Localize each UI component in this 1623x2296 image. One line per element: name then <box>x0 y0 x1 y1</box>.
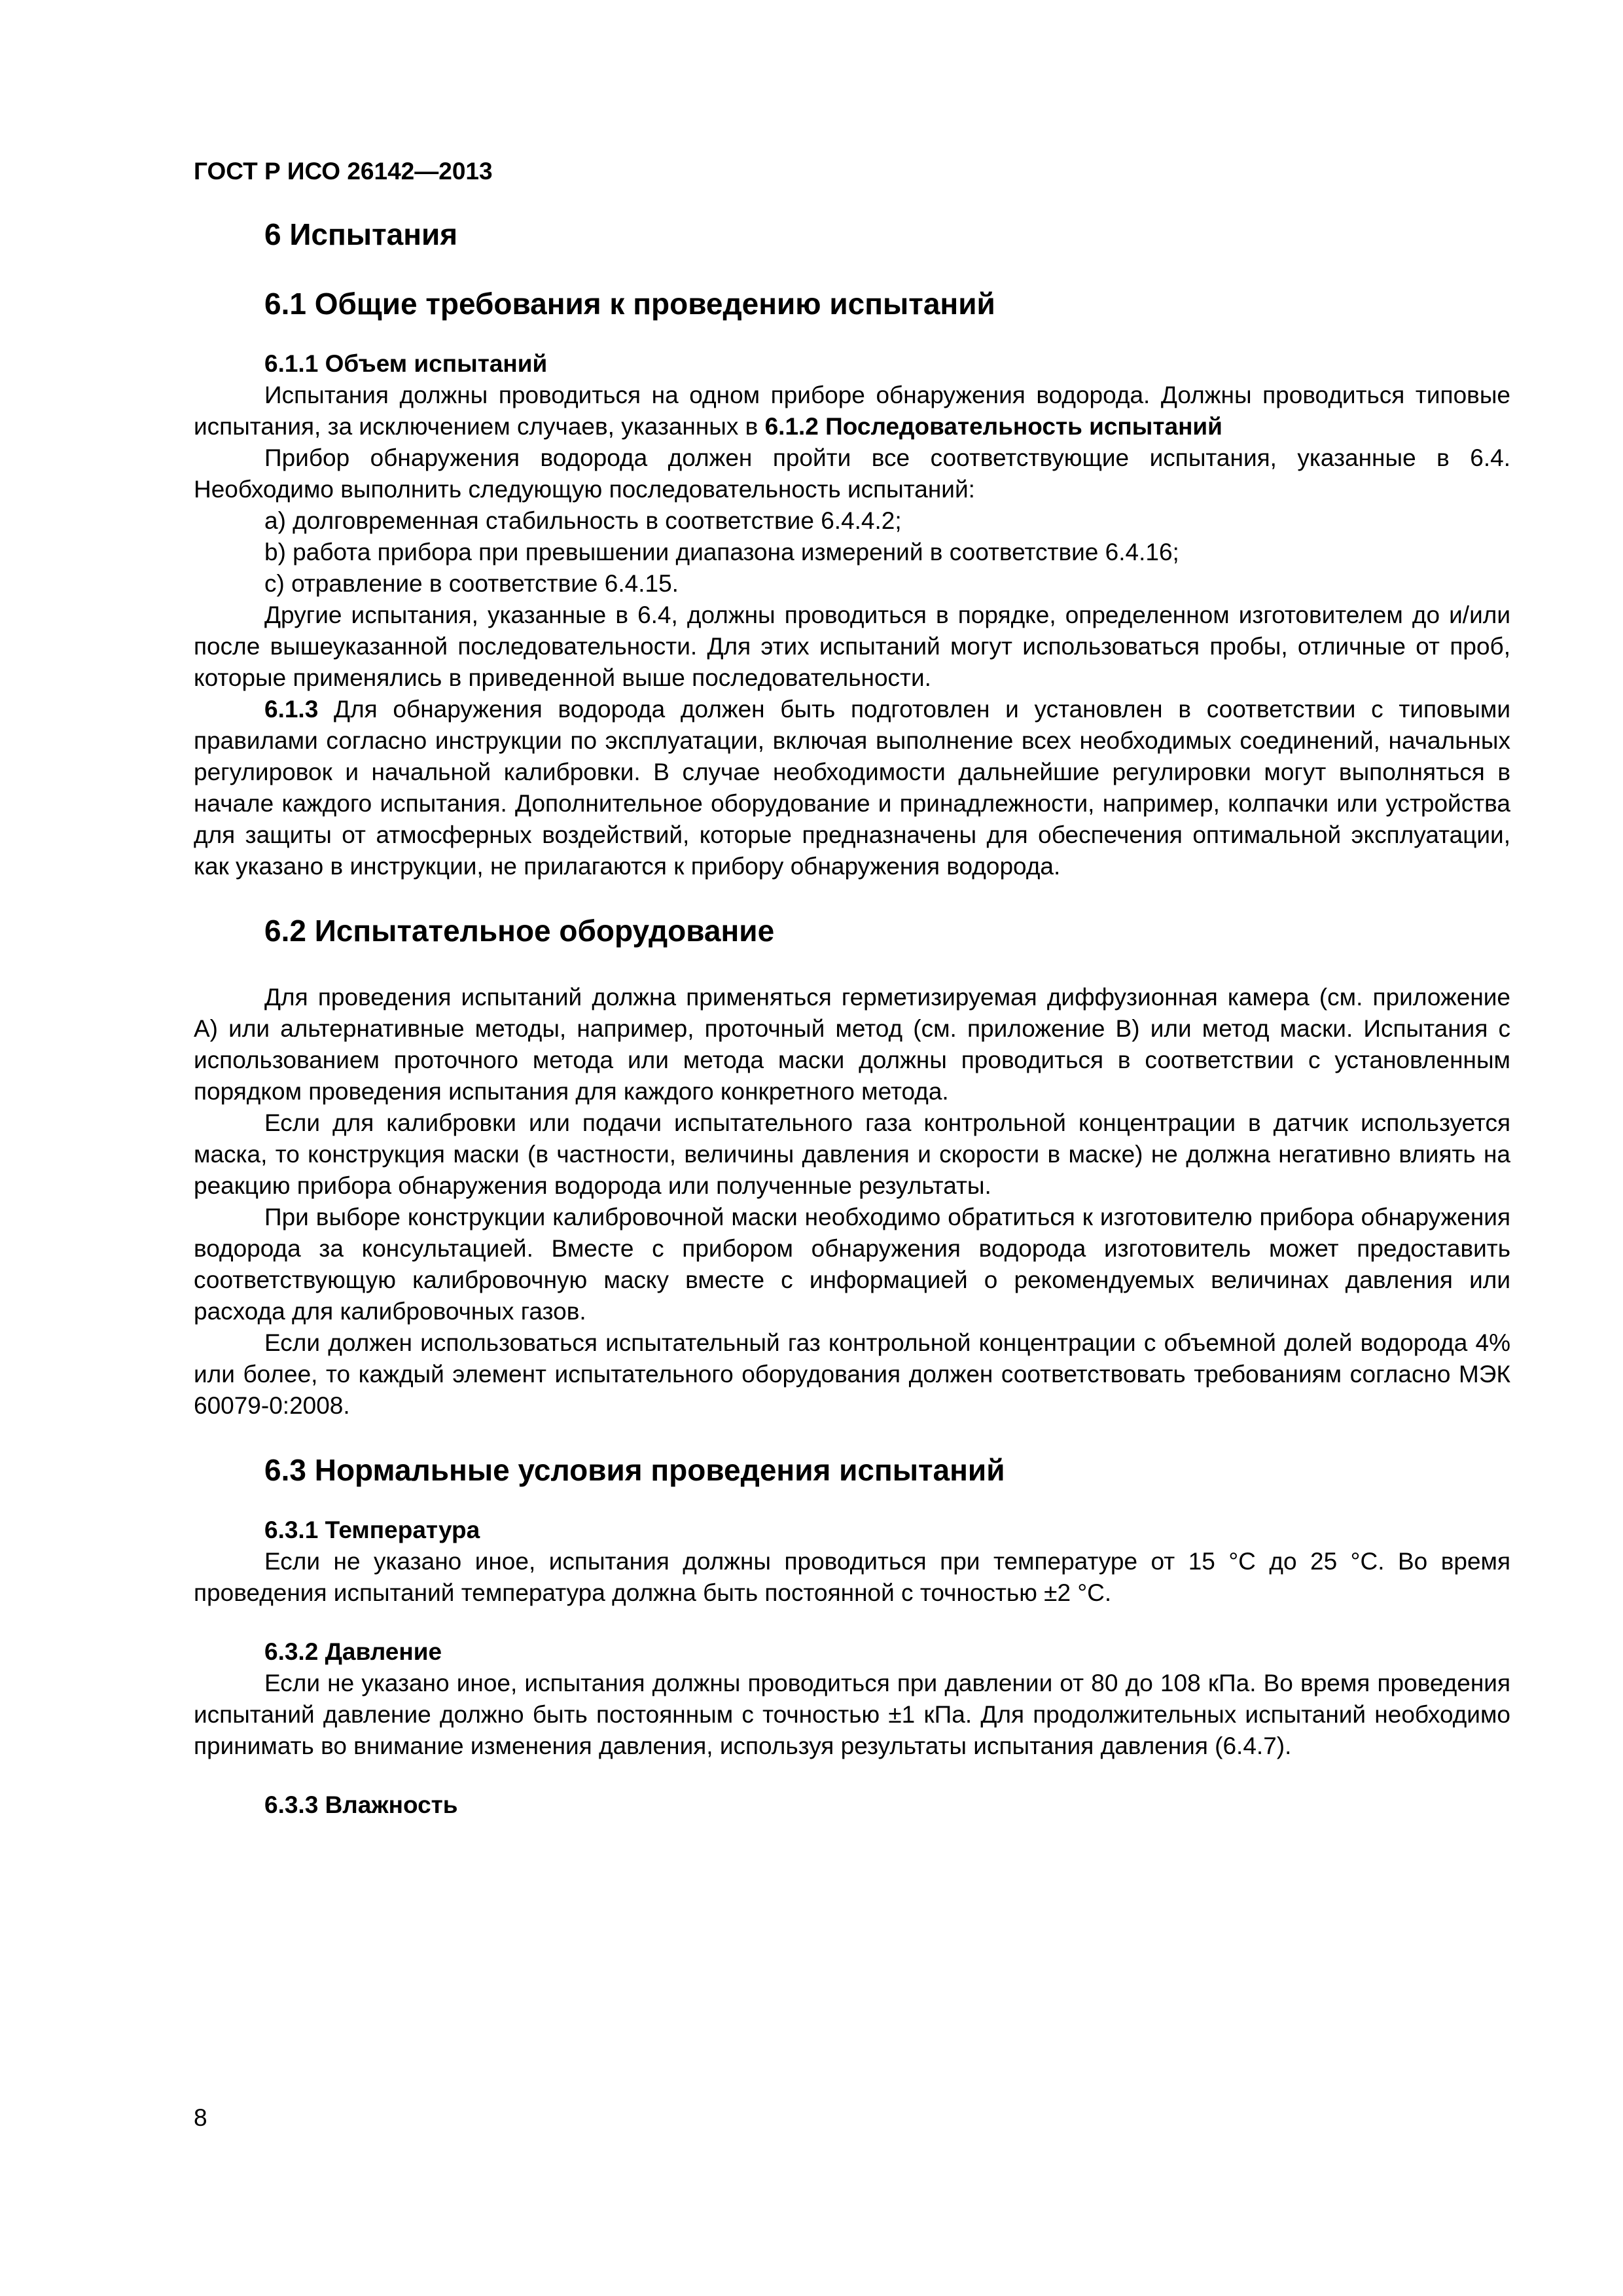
page-number: 8 <box>194 2104 207 2131</box>
clause-number-6-1-3: 6.1.3 <box>264 696 319 723</box>
section-6-heading: 6 Испытания <box>264 217 458 251</box>
paragraph-6-1-1-other-tests: Другие испытания, указанные в 6.4, должны проводиться в порядке, определенном изготовителем до и/или после вышеуказанной последовательности. Для этих испытаний могут использоваться пробы, отличные от проб, которые применялись в приведенной выше последовательности. <box>194 601 1510 691</box>
section-6-3-2-heading: 6.3.2 Давление <box>264 1638 442 1665</box>
paragraph-text: Испытания должны проводиться на одном приборе обнаружения водорода. Должны проводиться типовые испытания, за исключением случаев, указанных в <box>194 382 1510 440</box>
paragraph-6-2-hydrogen-concentration: Если должен использоваться испытательный газ контрольной концентрации с объемной долей водорода 4% или более, то каждый элемент испытательного оборудования должен соответствовать требованиям согласно МЭК 60079-0:2008. <box>194 1329 1510 1419</box>
paragraph-6-1-1-scope <box>194 380 1510 442</box>
paragraph-6-3-1-temperature: Если не указано иное, испытания должны проводиться при температуре от 15 °С до 25 °С. Во время проведения испытаний температура должна быть постоянной с точностью ±2 °С. <box>194 1548 1510 1606</box>
page-content <box>194 202 1510 1821</box>
standard-designation: ГОСТ Р ИСО 26142—2013 <box>194 158 493 185</box>
section-6-2-heading: 6.2 Испытательное оборудование <box>264 914 775 948</box>
paragraph-6-3-2-pressure: Если не указано иное, испытания должны проводиться при давлении от 80 до 108 кПа. Во время проведения испытаний давление должно быть постоянным с точностью ±1 кПа. Для продолжительных испытаний необходимо принимать во внимание изменения давления, используя результаты испытания давления (6.4.7). <box>194 1670 1510 1759</box>
section-6-3-1-heading: 6.3.1 Температура <box>264 1516 480 1543</box>
paragraph-6-1-1-sequence: Прибор обнаружения водорода должен пройти все соответствующие испытания, указанные в 6.4. Необходимо выполнить следующую последовательность испытаний: <box>194 444 1510 503</box>
section-6-3-heading: 6.3 Нормальные условия проведения испытаний <box>264 1453 1005 1487</box>
paragraph-6-1-3 <box>194 694 1510 882</box>
section-6-3-3-heading: 6.3.3 Влажность <box>264 1791 458 1818</box>
section-6-1-heading: 6.1 Общие требования к проведению испытаний <box>264 287 995 321</box>
list-item-a: a) долговременная стабильность в соответствие 6.4.4.2; <box>264 507 902 534</box>
section-6-1-1-heading: 6.1.1 Объем испытаний <box>264 350 548 377</box>
paragraph-6-2-chamber: Для проведения испытаний должна применяться герметизируемая диффузионная камера (см. приложение А) или альтернативные методы, например, проточный метод (см. приложение В) или метод маски. Испытания с использованием проточного метода или метода маски должны проводиться в соответствии с установленным порядком проведения испытания для каждого конкретного метода. <box>194 984 1510 1105</box>
list-item-b: b) работа прибора при превышении диапазона измерений в соответствие 6.4.16; <box>264 539 1179 565</box>
paragraph-text: Для обнаружения водорода должен быть подготовлен и установлен в соответствии с типовыми правилами согласно инструкции по эксплуатации, включая выполнение всех необходимых соединений, начальных регулировок и начальной калибровки. В случае необходимости дальнейшие регулировки могут выполняться в начале каждого испытания. Дополнительное оборудование и принадлежности, например, колпачки или устройства для защиты от атмосферных воздействий, которые предназначены для обеспечения оптимальной эксплуатации, как указано в инструкции, не прилагаются к прибору обнаружения водорода. <box>194 696 1510 880</box>
list-item-c: c) отравление в соответствие 6.4.15. <box>264 570 679 597</box>
paragraph-6-2-mask: Если для калибровки или подачи испытательного газа контрольной концентрации в датчик используется маска, то конструкция маски (в частности, величины давления и скорости в маске) не должна негативно влиять на реакцию прибора обнаружения водорода или полученные результаты. <box>194 1109 1510 1199</box>
cross-reference-6-1-2: 6.1.2 Последовательность испытаний <box>764 413 1222 440</box>
paragraph-6-2-calibration-mask: При выборе конструкции калибровочной маски необходимо обратиться к изготовителю прибора обнаружения водорода за консультацией. Вместе с прибором обнаружения водорода изготовитель может предоставить соответствующую калибровочную маску вместе с информацией о рекомендуемых величинах давления или расхода для калибровочных газов. <box>194 1204 1510 1325</box>
